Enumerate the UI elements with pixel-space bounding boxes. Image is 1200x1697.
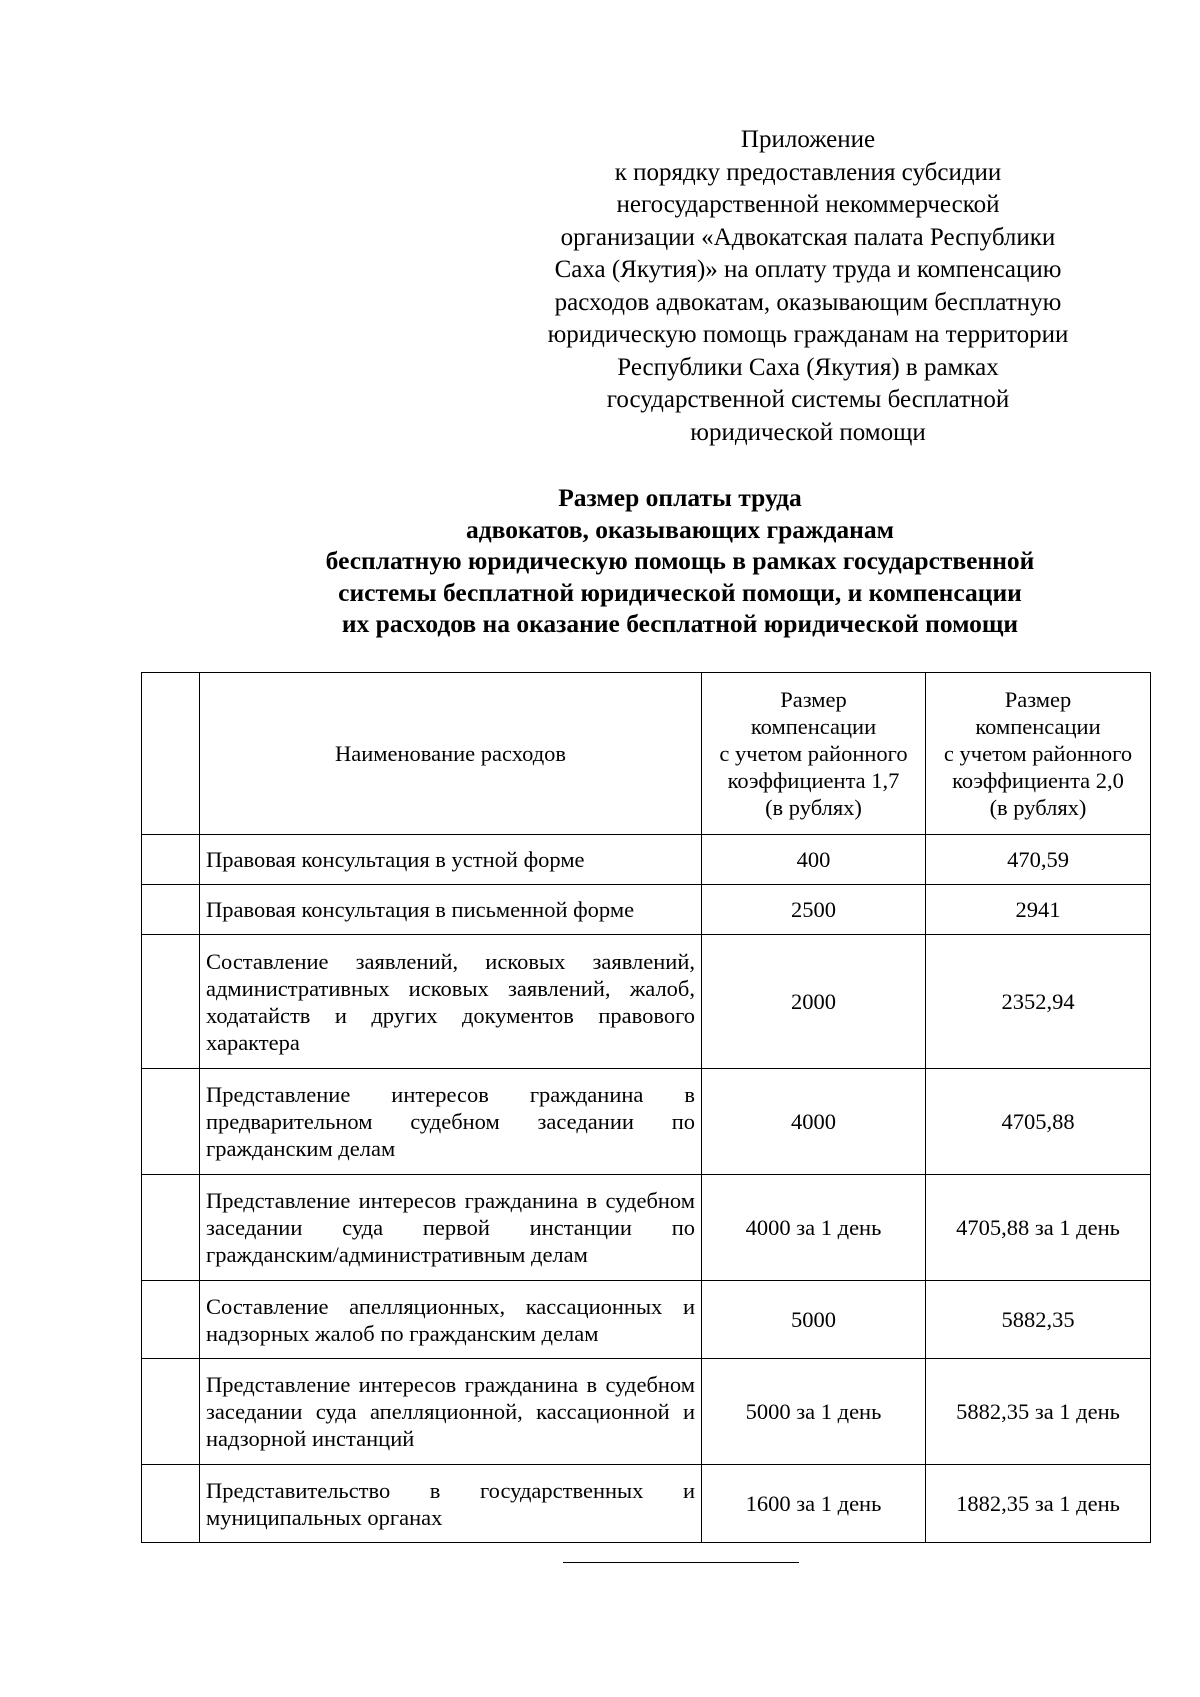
value-coef-1-7: 2500: [702, 885, 926, 935]
rates-table: [141, 672, 1151, 1543]
value-coef-2-0: 4705,88: [926, 1069, 1151, 1175]
appendix-line: Саха (Якутия)» на оплату труда и компенсацию: [554, 256, 1062, 283]
expense-name-cell: Представление интересов гражданина в судебном заседании суда первой инстанции по гражданским/административным делам: [200, 1175, 702, 1281]
table-row: [142, 1465, 1151, 1543]
table-row: [142, 935, 1151, 1069]
appendix-line: юридическую помощь гражданам на территории: [547, 321, 1069, 348]
expense-name-cell: Составление заявлений, исковых заявлений, административных исковых заявлений, жалоб, ходатайств и других документов правового характера: [200, 935, 702, 1069]
value-coef-1-7: 400: [702, 835, 926, 885]
value-coef-1-7: 5000: [702, 1281, 926, 1359]
appendix-line: Республики Саха (Якутия) в рамках: [617, 353, 999, 381]
value-coef-1-7: 1600 за 1 день: [702, 1465, 926, 1543]
value-coef-1-7: 2000: [702, 935, 926, 1069]
table-row: [142, 1359, 1151, 1465]
appendix-line: к порядку предоставления субсидии: [614, 158, 1002, 186]
expense-name-cell: Представление интересов гражданина в судебном заседании суда апелляционной, кассационной и надзорной инстанций: [200, 1359, 702, 1465]
value-coef-2-0: 2941: [926, 885, 1151, 935]
table-row: [142, 1069, 1151, 1175]
table-header-row: [142, 673, 1151, 835]
end-divider: [563, 1562, 799, 1563]
number-cell: [142, 1175, 200, 1281]
value-coef-1-7: 5000 за 1 день: [702, 1359, 926, 1465]
value-coef-2-0: 1882,35 за 1 день: [926, 1465, 1151, 1543]
appendix-line: юридической помощи: [690, 418, 926, 446]
number-cell: [142, 935, 200, 1069]
header-coef-2-0: Размер компенсации с учетом районного коэффициента 2,0 (в рублях): [926, 673, 1151, 835]
expense-name-cell: Представительство в государственных и муниципальных органах: [200, 1465, 702, 1543]
value-coef-2-0: 2352,94: [926, 935, 1151, 1069]
number-cell: [142, 885, 200, 935]
number-cell: [142, 1359, 200, 1465]
value-coef-2-0: 5882,35 за 1 день: [926, 1359, 1151, 1465]
title-line: адвокатов, оказывающих гражданам: [466, 514, 894, 544]
appendix-line: государственной системы бесплатной: [606, 386, 1010, 413]
header-coef-1-7: Размер компенсации с учетом районного коэффициента 1,7 (в рублях): [702, 673, 926, 835]
value-coef-2-0: 4705,88 за 1 день: [926, 1175, 1151, 1281]
expense-name-cell: Представление интересов гражданина в предварительном судебном заседании по гражданским делам: [200, 1069, 702, 1175]
appendix-line: негосударственной некоммерческой: [616, 191, 1000, 218]
number-cell: [142, 673, 200, 835]
number-cell: [142, 835, 200, 885]
appendix-heading: [508, 124, 1108, 449]
table-row: [142, 835, 1151, 885]
table-row: [142, 1281, 1151, 1359]
expense-name-cell: Правовая консультация в устной форме: [200, 835, 702, 885]
title-line: их расходов на оказание бесплатной юридической помощи: [341, 609, 1019, 638]
table-row: [142, 885, 1151, 935]
number-cell: [142, 1281, 200, 1359]
table-row: [142, 1175, 1151, 1281]
appendix-line: организации «Адвокатская палата Республики: [560, 223, 1056, 251]
number-cell: [142, 1465, 200, 1543]
value-coef-2-0: 5882,35: [926, 1281, 1151, 1359]
value-coef-1-7: 4000 за 1 день: [702, 1175, 926, 1281]
title-line: бесплатную юридическую помощь в рамках государственной: [325, 546, 1035, 575]
header-expense-name: Наименование расходов: [200, 673, 702, 835]
value-coef-2-0: 470,59: [926, 835, 1151, 885]
value-coef-1-7: 4000: [702, 1069, 926, 1175]
appendix-line: расходов адвокатам, оказывающим бесплатную: [554, 288, 1062, 316]
appendix-line: Приложение: [740, 126, 876, 153]
title-line: системы бесплатной юридической помощи, и компенсации: [338, 577, 1022, 607]
title-line: Размер оплаты труда: [558, 483, 802, 512]
expense-name-cell: Правовая консультация в письменной форме: [200, 885, 702, 935]
document-title: [230, 482, 1130, 640]
expense-name-cell: Составление апелляционных, кассационных и надзорных жалоб по гражданским делам: [200, 1281, 702, 1359]
number-cell: [142, 1069, 200, 1175]
